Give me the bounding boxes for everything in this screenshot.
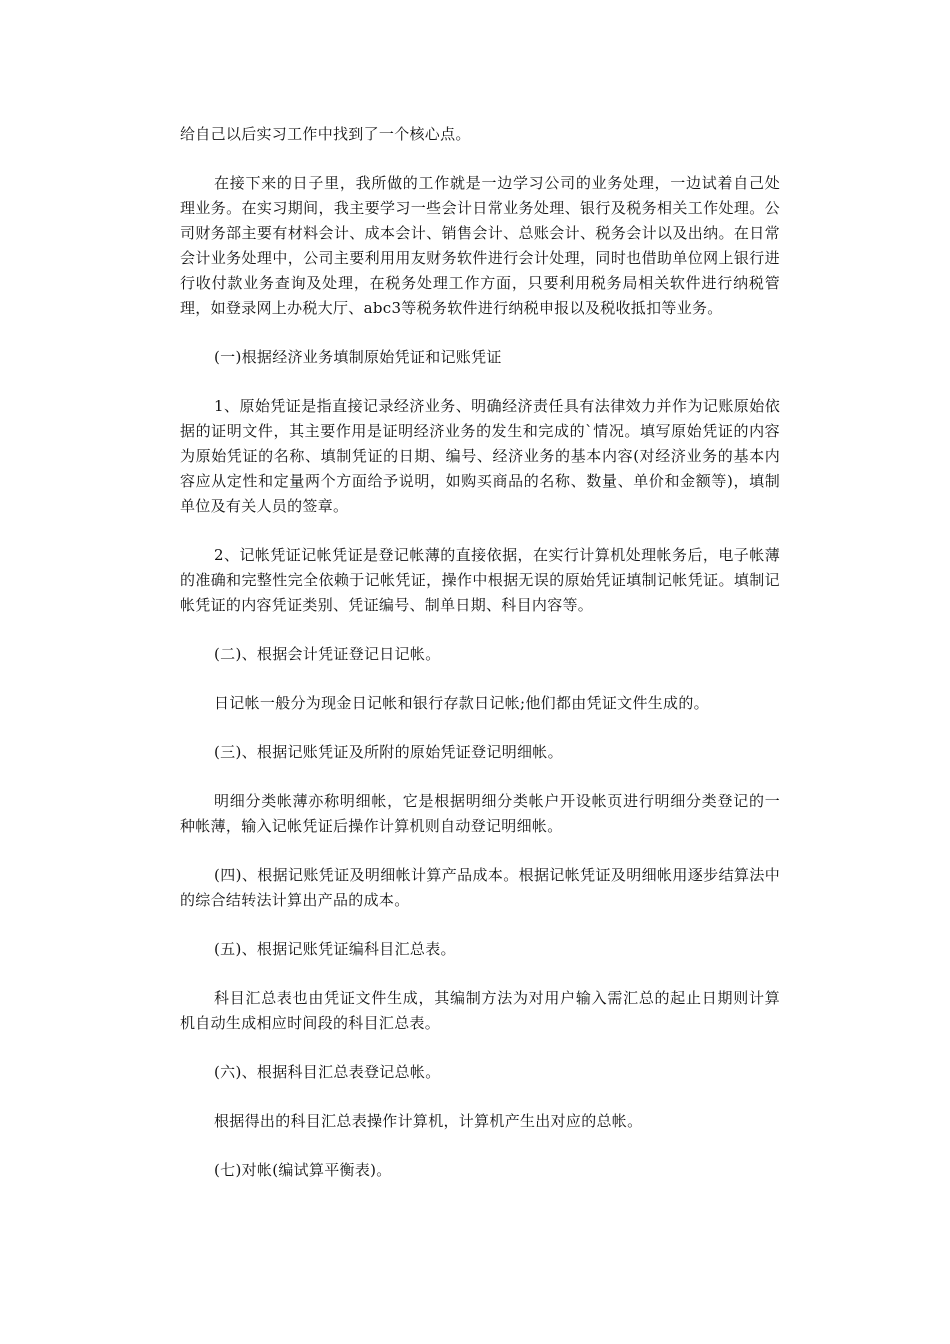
section-heading: (二)、根据会计凭证登记日记帐。 xyxy=(214,645,441,663)
paragraph: 给自己以后实习工作中找到了一个核心点。 xyxy=(180,125,471,143)
paragraph: 在接下来的日子里，我所做的工作就是一边学习公司的业务处理，一边试着自己处理业务。在实习期间，我主要学习一些会计日常业务处理、银行及税务相关工作处理。公司财务部主要有材料会计、成本会计、销售会计、总账会计、税务会计以及出纳。在日常会计业务处理中，公司主要利用用友财务软件进行会计处理，同时也借助单位网上银行进行收付款业务查询及处理，在税务处理工作方面，只要利用税务局相关软件进行纳税管理，如登录网上办税大厅、abc3等税务软件进行纳税申报以及税收抵扣等业务。 xyxy=(180,174,780,317)
paragraph: 根据得出的科目汇总表操作计算机，计算机产生出对应的总帐。 xyxy=(214,1112,643,1130)
paragraph: 明细分类帐薄亦称明细帐，它是根据明细分类帐户开设帐页进行明细分类登记的一种帐薄，输入记帐凭证后操作计算机则自动登记明细帐。 xyxy=(180,792,780,835)
paragraph: 1、原始凭证是指直接记录经济业务、明确经济责任具有法律效力并作为记账原始依据的证明文件，其主要作用是证明经济业务的发生和完成的`情况。填写原始凭证的内容为原始凭证的名称、填制凭证的日期、编号、经济业务的基本内容(对经济业务的基本内容应从定性和定量两个方面给予说明，如购买商品的名称、数量、单价和金额等)，填制单位及有关人员的签章。 xyxy=(180,397,780,515)
section-heading: (一)根据经济业务填制原始凭证和记账凭证 xyxy=(214,348,502,366)
section-heading: (四)、根据记账凭证及明细帐计算产品成本。根据记帐凭证及明细帐用逐步结算法中的综合结转法计算出产品的成本。 xyxy=(180,866,780,909)
section-heading: (五)、根据记账凭证编科目汇总表。 xyxy=(214,940,456,958)
section-heading: (七)对帐(编试算平衡表)。 xyxy=(214,1161,392,1179)
section-heading: (三)、根据记账凭证及所附的原始凭证登记明细帐。 xyxy=(214,743,563,761)
document-body xyxy=(180,122,780,1207)
section-heading: (六)、根据科目汇总表登记总帐。 xyxy=(214,1063,441,1081)
paragraph: 日记帐一般分为现金日记帐和银行存款日记帐;他们都由凭证文件生成的。 xyxy=(214,694,709,712)
paragraph: 科目汇总表也由凭证文件生成，其编制方法为对用户输入需汇总的起止日期则计算机自动生成相应时间段的科目汇总表。 xyxy=(180,989,780,1032)
paragraph: 2、记帐凭证记帐凭证是登记帐薄的直接依据，在实行计算机处理帐务后，电子帐薄的准确和完整性完全依赖于记帐凭证，操作中根据无误的原始凭证填制记帐凭证。填制记帐凭证的内容凭证类别、凭证编号、制单日期、科目内容等。 xyxy=(180,546,780,614)
